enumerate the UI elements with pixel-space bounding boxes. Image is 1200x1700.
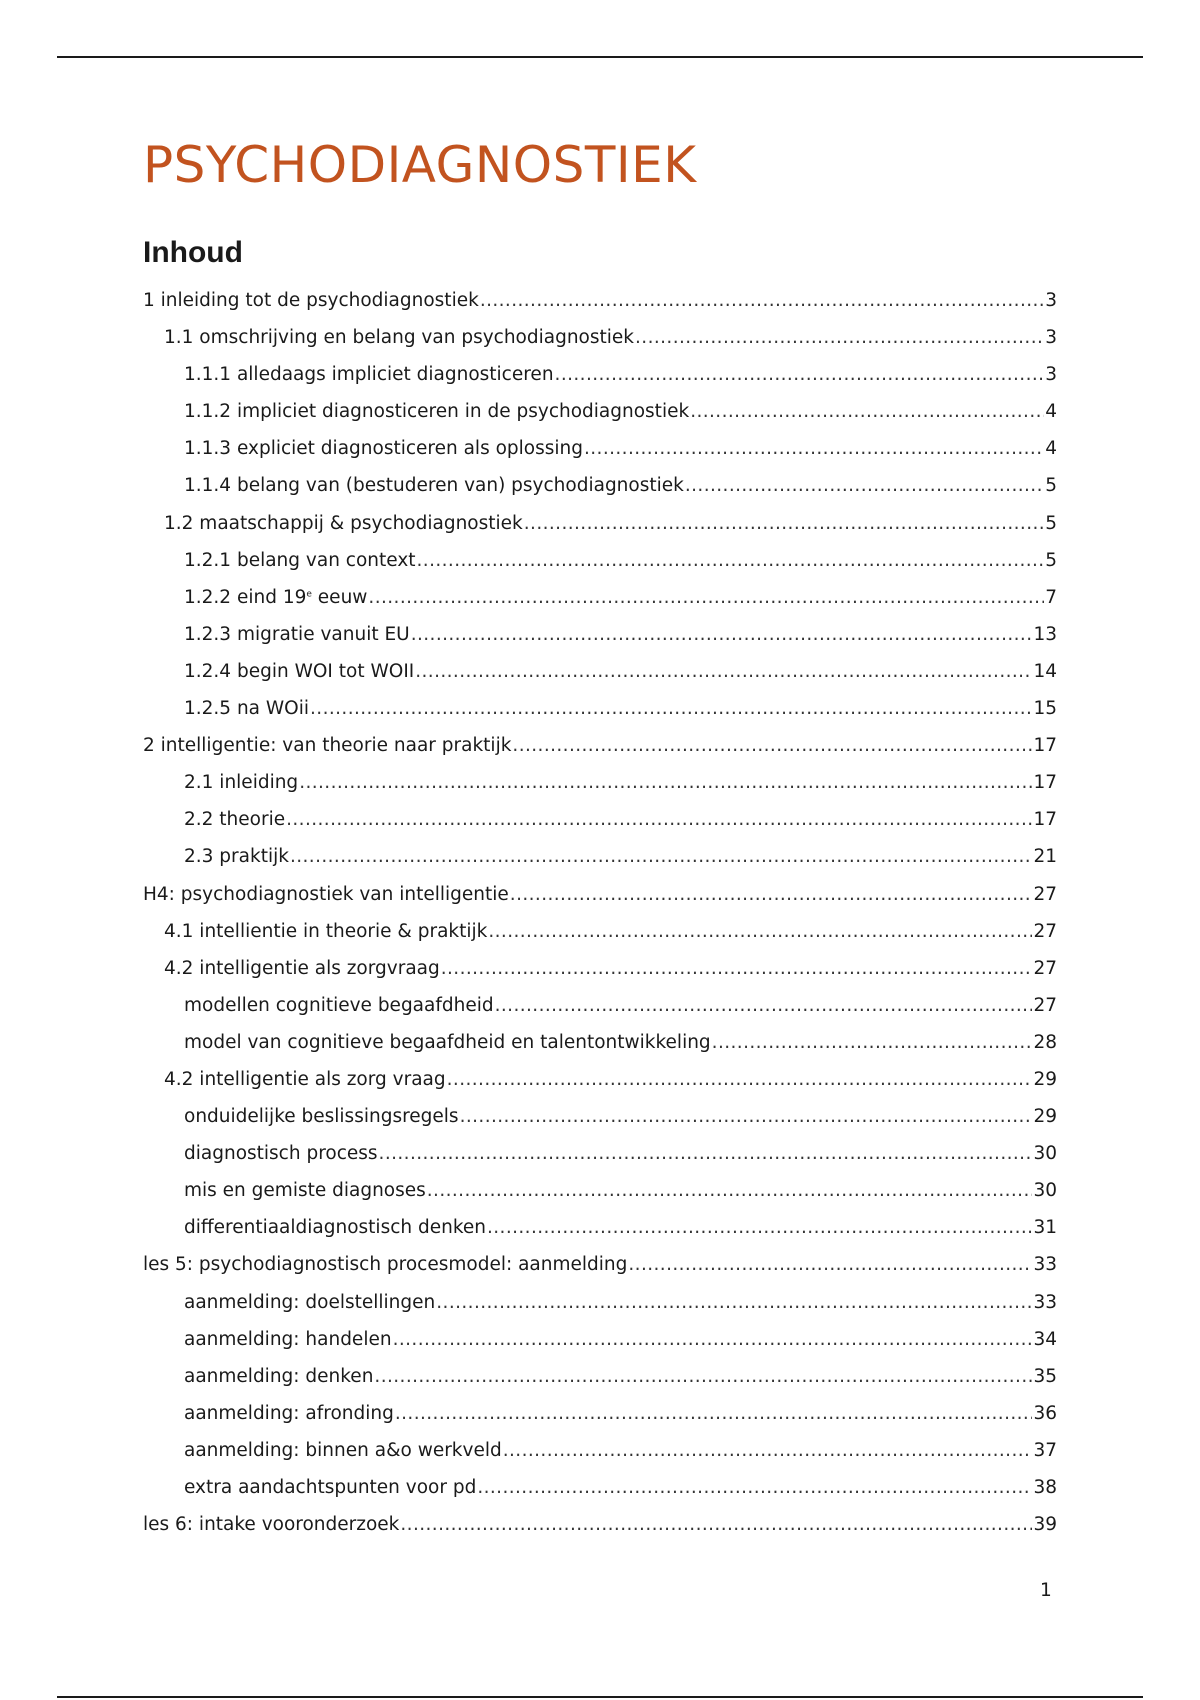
toc-entry[interactable] (143, 1098, 1057, 1135)
toc-dot-leader (685, 467, 1044, 504)
toc-dot-leader (417, 542, 1045, 579)
toc-entry-page[interactable]: 4 (1045, 438, 1057, 460)
footer-rule (57, 1696, 1143, 1698)
toc-entry-page[interactable]: 29 (1033, 1106, 1057, 1128)
toc-entry[interactable] (143, 1246, 1057, 1283)
toc-entry-page[interactable]: 31 (1033, 1217, 1057, 1239)
toc-dot-leader (411, 616, 1033, 653)
toc-entry-label[interactable]: aanmelding: doelstellingen (184, 1291, 436, 1313)
toc-entry-page[interactable]: 17 (1033, 735, 1057, 757)
toc-entry-page[interactable]: 7 (1045, 586, 1057, 608)
toc-entry-label[interactable]: 1.2.3 migratie vanuit EU (184, 623, 410, 645)
toc-entry[interactable] (143, 1024, 1057, 1061)
table-of-contents (143, 282, 1057, 1543)
toc-dot-leader (635, 319, 1044, 356)
toc-dot-leader (524, 505, 1044, 542)
toc-entry[interactable] (143, 542, 1057, 579)
document-title: PSYCHODIAGNOSTIEK (143, 136, 697, 194)
toc-entry-label[interactable]: 1.2.2 eind 19e eeuw (184, 586, 368, 608)
toc-entry[interactable] (143, 1358, 1057, 1395)
toc-entry-label[interactable]: 1.1.2 impliciet diagnosticeren in de psychodiagnostiek (184, 401, 690, 423)
toc-entry[interactable] (143, 653, 1057, 690)
toc-dot-leader (460, 1098, 1033, 1135)
toc-entry-label[interactable]: aanmelding: denken (184, 1365, 374, 1387)
toc-dot-leader (495, 987, 1033, 1024)
toc-entry-label[interactable]: aanmelding: binnen a&o werkveld (184, 1439, 502, 1461)
toc-entry-label[interactable]: 1.2.5 na WOii (184, 698, 310, 720)
toc-dot-leader (480, 282, 1044, 319)
toc-dot-leader (510, 876, 1033, 913)
toc-dot-leader (487, 1209, 1032, 1246)
toc-entry[interactable] (143, 579, 1057, 616)
toc-entry-label[interactable]: 1.2 maatschappij & psychodiagnostiek (164, 512, 523, 534)
toc-entry-page[interactable]: 35 (1033, 1365, 1057, 1387)
toc-entry-page[interactable]: 33 (1033, 1291, 1057, 1313)
toc-entry-label[interactable]: H4: psychodiagnostiek van intelligentie (143, 883, 509, 905)
toc-entry[interactable] (143, 356, 1057, 393)
toc-entry-label[interactable]: 2 intelligentie: van theorie naar praktijk (143, 735, 512, 757)
toc-entry[interactable] (143, 1469, 1057, 1506)
toc-entry-label[interactable]: 1.1 omschrijving en belang van psychodiagnostiek (164, 327, 635, 349)
toc-entry-label[interactable]: 4.2 intelligentie als zorgvraag (164, 957, 440, 979)
toc-entry-superscript: e (306, 589, 312, 600)
toc-entry-page[interactable]: 29 (1033, 1068, 1057, 1090)
toc-entry-label[interactable]: 1.2.1 belang van context (184, 549, 416, 571)
toc-entry[interactable] (143, 950, 1057, 987)
toc-entry-label[interactable]: aanmelding: afronding (184, 1402, 394, 1424)
toc-entry-label[interactable]: onduidelijke beslissingsregels (184, 1106, 459, 1128)
toc-entry-page[interactable]: 13 (1033, 623, 1057, 645)
toc-entry[interactable] (143, 1284, 1057, 1321)
toc-entry-page[interactable]: 27 (1033, 957, 1057, 979)
toc-dot-leader (393, 1321, 1033, 1358)
toc-entry-page[interactable]: 4 (1045, 401, 1057, 423)
toc-entry-page[interactable]: 38 (1033, 1477, 1057, 1498)
toc-entry-label[interactable]: 2.3 praktijk (184, 846, 289, 868)
toc-entry-label[interactable]: 4.2 intelligentie als zorg vraag (164, 1068, 446, 1090)
toc-dot-leader (290, 838, 1033, 875)
toc-dot-leader (379, 1135, 1033, 1172)
toc-dot-leader (555, 356, 1045, 393)
toc-entry-page[interactable]: 34 (1033, 1328, 1057, 1350)
toc-entry[interactable] (143, 838, 1057, 875)
toc-heading: Inhoud (143, 236, 243, 269)
toc-entry-label[interactable]: 4.1 intellientie in theorie & praktijk (164, 920, 488, 942)
toc-entry[interactable] (143, 690, 1057, 727)
toc-entry-page[interactable]: 21 (1033, 846, 1057, 868)
toc-entry[interactable] (143, 393, 1057, 430)
toc-entry-page[interactable]: 17 (1033, 809, 1057, 831)
toc-entry-label[interactable]: les 5: psychodiagnostisch procesmodel: aanmelding (143, 1254, 628, 1276)
toc-entry-label[interactable]: differentiaaldiagnostisch denken (184, 1217, 486, 1239)
toc-entry[interactable] (143, 727, 1057, 764)
toc-entry-label[interactable]: mis en gemiste diagnoses (184, 1180, 426, 1202)
toc-dot-leader (400, 1506, 1032, 1543)
toc-entry[interactable] (143, 616, 1057, 653)
toc-entry[interactable] (143, 1172, 1057, 1209)
toc-entry-page[interactable]: 5 (1045, 549, 1057, 571)
toc-entry-page[interactable]: 17 (1033, 772, 1057, 794)
toc-entry[interactable] (143, 801, 1057, 838)
toc-entry-page[interactable]: 36 (1033, 1402, 1057, 1424)
toc-dot-leader (374, 1358, 1032, 1395)
toc-dot-leader (415, 653, 1032, 690)
toc-entry-label[interactable]: modellen cognitieve begaafdheid (184, 994, 494, 1016)
toc-dot-leader (712, 1024, 1033, 1061)
header-rule (57, 56, 1143, 58)
toc-entry-page[interactable]: 15 (1033, 698, 1057, 720)
toc-dot-leader (488, 913, 1032, 950)
toc-dot-leader (310, 690, 1032, 727)
toc-entry[interactable] (143, 1395, 1057, 1432)
toc-entry[interactable] (143, 430, 1057, 467)
toc-dot-leader (584, 430, 1044, 467)
toc-dot-leader (395, 1395, 1033, 1432)
toc-entry-page[interactable]: 3 (1045, 364, 1057, 386)
toc-entry[interactable] (143, 505, 1057, 542)
toc-dot-leader (628, 1246, 1032, 1283)
toc-entry-label[interactable]: les 6: intake vooronderzoek (143, 1514, 400, 1536)
toc-entry[interactable] (143, 1135, 1057, 1172)
toc-entry[interactable] (143, 987, 1057, 1024)
toc-entry-page[interactable]: 3 (1045, 327, 1057, 349)
toc-entry[interactable] (143, 1061, 1057, 1098)
toc-dot-leader (427, 1172, 1033, 1209)
toc-entry-page[interactable]: 28 (1033, 1031, 1057, 1053)
toc-entry-label[interactable]: extra aandachtspunten voor pd (184, 1477, 477, 1498)
toc-entry[interactable] (143, 319, 1057, 356)
toc-entry[interactable] (143, 764, 1057, 801)
toc-entry-label[interactable]: 2.2 theorie (184, 809, 286, 831)
toc-dot-leader (299, 764, 1032, 801)
toc-entry-label[interactable]: aanmelding: handelen (184, 1328, 392, 1350)
toc-entry-label[interactable]: 1.1.4 belang van (bestuderen van) psychodiagnostiek (184, 475, 684, 497)
toc-entry[interactable] (143, 1321, 1057, 1358)
toc-entry-page[interactable]: 30 (1033, 1180, 1057, 1202)
toc-entry[interactable] (143, 1209, 1057, 1246)
toc-entry-page[interactable]: 37 (1033, 1439, 1057, 1461)
toc-entry-page[interactable]: 27 (1033, 994, 1057, 1016)
page-number: 1 (1040, 1580, 1052, 1601)
toc-entry[interactable] (143, 876, 1057, 913)
toc-dot-leader (477, 1469, 1032, 1506)
toc-entry-page[interactable]: 27 (1033, 883, 1057, 905)
toc-entry-page[interactable]: 39 (1033, 1514, 1057, 1536)
toc-entry-page[interactable]: 5 (1045, 475, 1057, 497)
toc-dot-leader (512, 727, 1032, 764)
toc-dot-leader (690, 393, 1044, 430)
toc-entry-label[interactable]: 1.2.4 begin WOI tot WOII (184, 660, 415, 682)
toc-entry-label[interactable]: model van cognitieve begaafdheid en talentontwikkeling (184, 1031, 711, 1053)
document-page (143, 136, 1057, 1536)
toc-entry-page[interactable]: 33 (1033, 1254, 1057, 1276)
toc-entry[interactable] (143, 913, 1057, 950)
toc-entry-label[interactable]: diagnostisch process (184, 1143, 378, 1165)
toc-dot-leader (503, 1432, 1033, 1469)
toc-entry[interactable] (143, 467, 1057, 504)
toc-entry-label[interactable]: 2.1 inleiding (184, 772, 299, 794)
toc-entry-label[interactable]: 1 inleiding tot de psychodiagnostiek (143, 290, 479, 311)
toc-entry[interactable] (143, 1506, 1057, 1543)
toc-entry[interactable] (143, 282, 1057, 319)
toc-entry-page[interactable]: 30 (1033, 1143, 1057, 1165)
toc-entry-page[interactable]: 5 (1045, 512, 1057, 534)
toc-entry-page[interactable]: 3 (1045, 290, 1057, 311)
toc-entry-page[interactable]: 27 (1033, 920, 1057, 942)
toc-entry-page[interactable]: 14 (1033, 660, 1057, 682)
toc-entry-label[interactable]: 1.1.3 expliciet diagnosticeren als oplossing (184, 438, 583, 460)
toc-entry[interactable] (143, 1432, 1057, 1469)
toc-entry-label[interactable]: 1.1.1 alledaags impliciet diagnosticeren (184, 364, 554, 386)
toc-dot-leader (368, 579, 1044, 616)
toc-dot-leader (286, 801, 1032, 838)
toc-dot-leader (447, 1061, 1033, 1098)
toc-dot-leader (436, 1284, 1032, 1321)
toc-dot-leader (441, 950, 1033, 987)
